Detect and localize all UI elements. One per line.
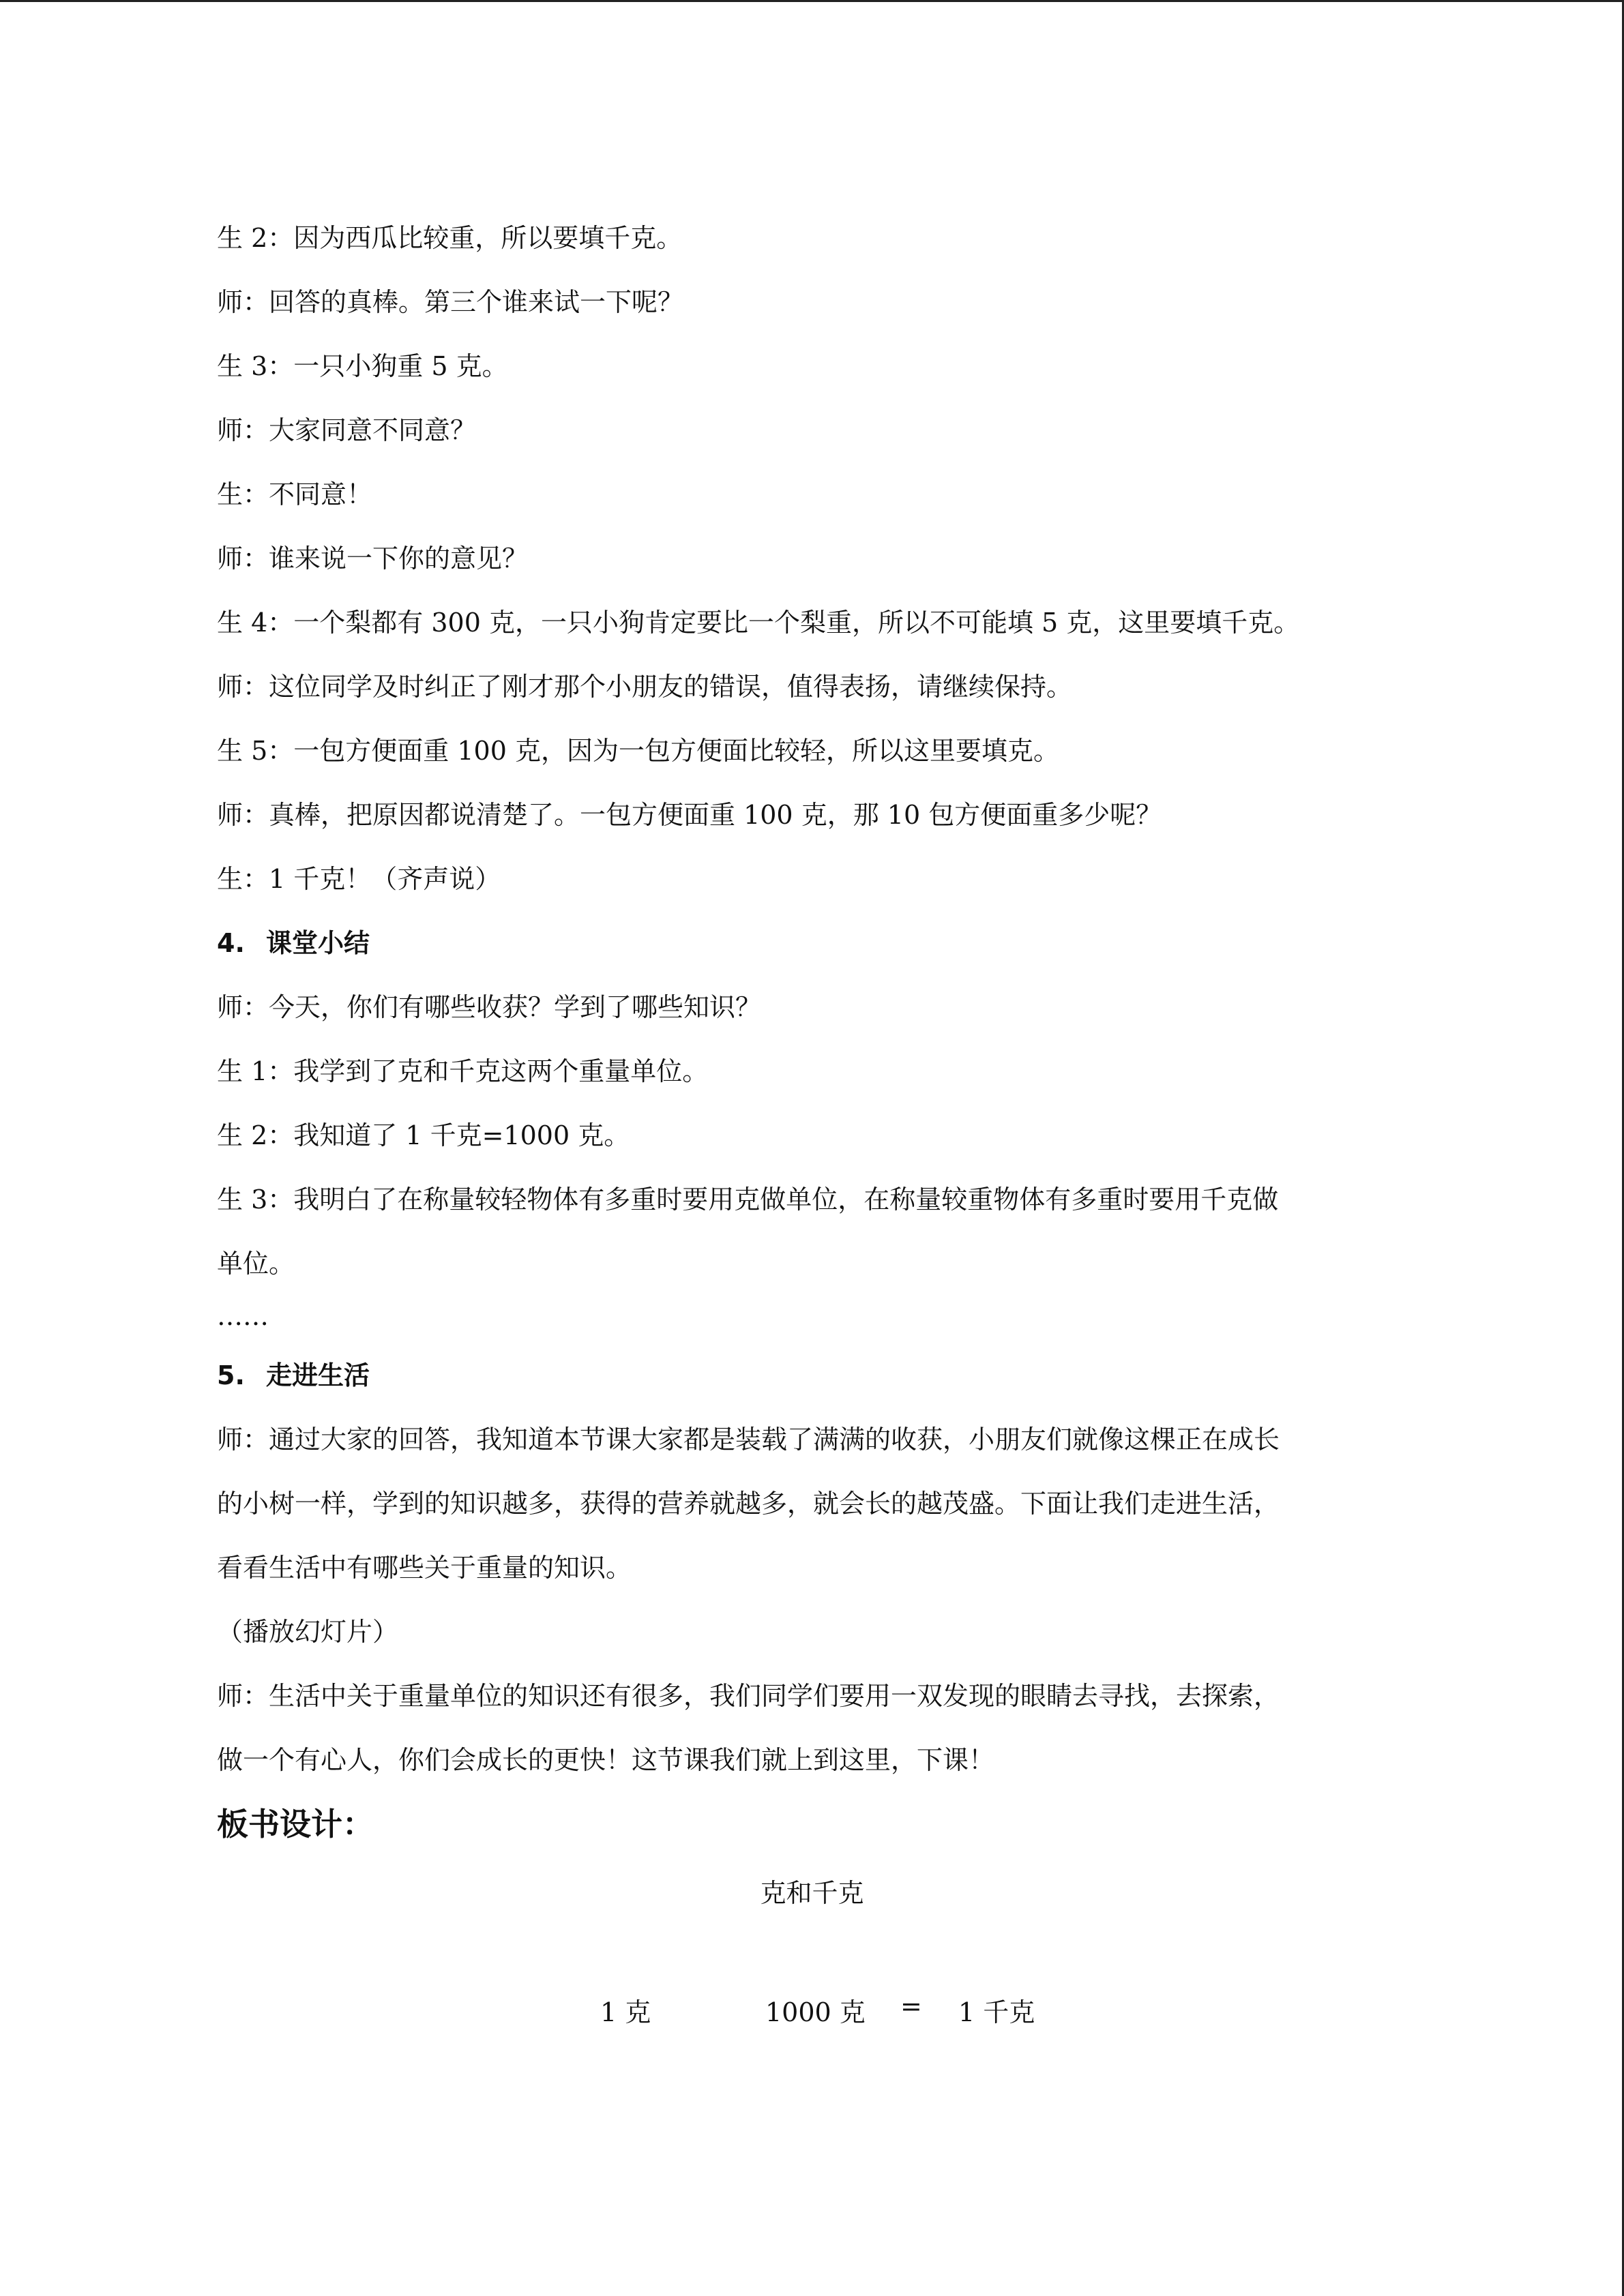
- dialogue-line: 生 5：一包方便面重 100 克，因为一包方便面比较轻，所以这里要填克。: [217, 736, 1059, 766]
- dialogue-line: 生 3：一只小狗重 5 克。: [217, 351, 508, 381]
- dialogue-line: 生：不同意！: [217, 479, 373, 509]
- dialogue-line: 生 3：我明白了在称量较轻物体有多重时要用克做单位，在称量较重物体有多重时要用千克做: [217, 1184, 1279, 1214]
- dialogue-line: 生 4：一个梨都有 300 克，一只小狗肯定要比一个梨重，所以不可能填 5 克，这里要填千克。: [217, 608, 1300, 638]
- paragraph-line: 师：生活中关于重量单位的知识还有很多，我们同学们要用一双发现的眼睛去寻找，去探索，: [217, 1681, 1280, 1711]
- section-heading-summary: [217, 911, 1407, 975]
- dialogue-line: 生：1 千克！（齐声说）: [217, 864, 501, 894]
- dialogue-line: 师：大家同意不同意？: [217, 415, 477, 445]
- paragraph-line: 做一个有心人，你们会成长的更快！这节课我们就上到这里，下课！: [217, 1745, 995, 1775]
- formula-left-term: 1 克: [600, 1997, 651, 2027]
- board-design-heading: 板书设计：: [217, 1806, 374, 1843]
- page-border-top: [0, 0, 1624, 2]
- dialogue-line: 师：真棒，把原因都说清楚了。一包方便面重 100 克，那 10 包方便面重多少呢？: [217, 800, 1162, 830]
- paragraph-line: 看看生活中有哪些关于重量的知识。: [217, 1553, 632, 1583]
- dialogue-line: 师：今天，你们有哪些收获？学到了哪些知识？: [217, 992, 762, 1022]
- section-heading-life: [217, 1343, 1407, 1407]
- paragraph-line: 师：通过大家的回答，我知道本节课大家都是装载了满满的收获，小朋友们就像这棵正在成长: [217, 1425, 1280, 1455]
- dialogue-line: 师：谁来说一下你的意见？: [217, 543, 529, 573]
- dialogue-line: 师：回答的真棒。第三个谁来试一下呢？: [217, 287, 684, 317]
- paragraph-line: （播放幻灯片）: [217, 1617, 399, 1647]
- section-number: 4.: [217, 928, 245, 958]
- dialogue-line: 生 2：我知道了 1 千克=1000 克。: [217, 1120, 630, 1150]
- dialogue-line: 单位。: [217, 1249, 295, 1279]
- section-title: 走进生活: [266, 1360, 370, 1390]
- dialogue-line: 师：这位同学及时纠正了刚才那个小朋友的错误，值得表扬，请继续保持。: [217, 672, 1073, 702]
- formula-equals: =: [900, 1991, 922, 2021]
- ellipsis-line: ……: [217, 1301, 269, 1331]
- document-body: [217, 206, 1407, 1856]
- formula-middle-term: 1000 克: [765, 1997, 866, 2027]
- paragraph-line: 的小树一样，学到的知识越多，获得的营养就越多，就会长的越茂盛。下面让我们走进生活，: [217, 1489, 1280, 1519]
- section-number: 5.: [217, 1360, 245, 1390]
- dialogue-line: 生 1：我学到了克和千克这两个重量单位。: [217, 1056, 709, 1086]
- dialogue-line: 生 2：因为西瓜比较重，所以要填千克。: [217, 223, 683, 253]
- section-title: 课堂小结: [266, 928, 370, 958]
- formula-right-term: 1 千克: [958, 1997, 1035, 2027]
- board-title: 克和千克: [760, 1878, 864, 1908]
